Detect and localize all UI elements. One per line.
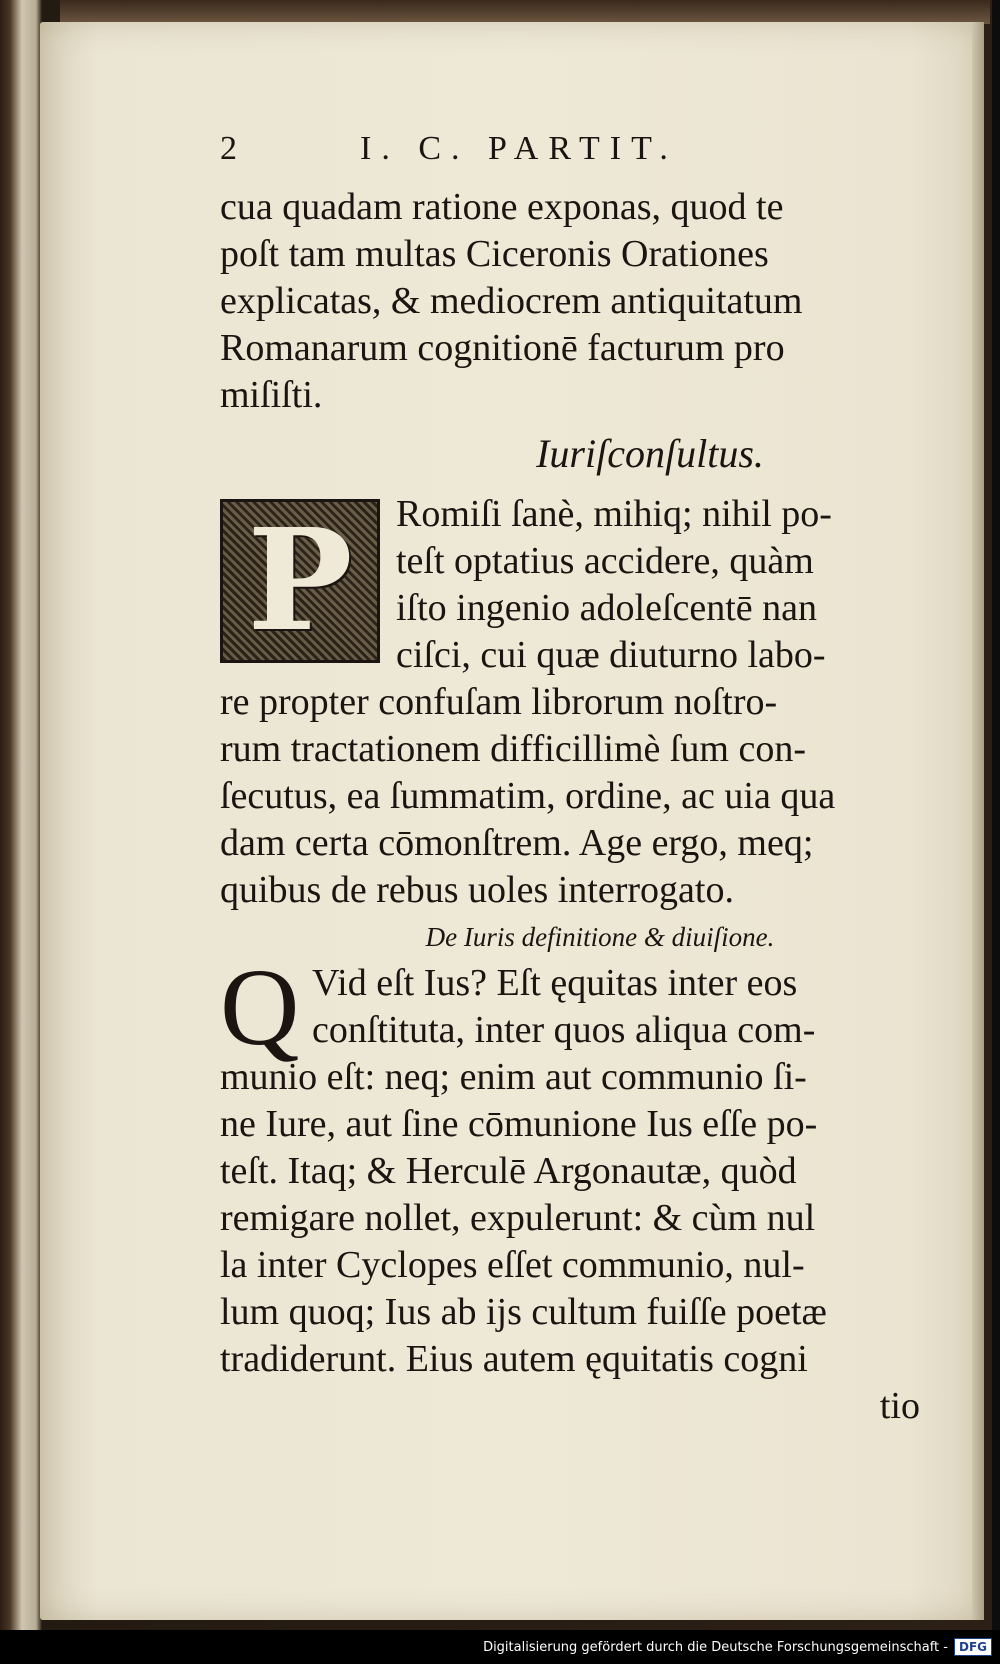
text-line: miſiſti. [220, 374, 323, 416]
text-line: cua quadam ratione exponas, quod te [220, 186, 784, 228]
text-line: quibus de rebus uoles interrogato. [220, 869, 734, 911]
paragraph-with-dropcap [220, 491, 940, 914]
text-line: ne Iure, aut ſine cōmunione Ius eſſe po- [220, 1103, 818, 1145]
text-line: remigare nollet, expulerunt: & cùm nul [220, 1197, 816, 1239]
text-line: Vid eſt Ius? Eſt ęquitas inter eos [312, 962, 798, 1004]
section-heading-definitione: De Iuris definitione & diuiſione. [425, 922, 775, 952]
text-line: ciſci, cui quæ diuturno labo- [396, 634, 826, 676]
text-line: munio eſt: neq; enim aut communio ſi- [220, 1056, 807, 1098]
text-line: Romanarum cognitionē facturum pro [220, 327, 785, 369]
text-block [220, 130, 940, 1430]
text-line: tradiderunt. Eius autem ęquitatis cogni [220, 1338, 808, 1380]
text-line: rum tractationem difficillimè ſum con- [220, 728, 807, 770]
dropcap-letter: P [247, 499, 353, 663]
text-line: re propter confuſam librorum noſtro- [220, 681, 778, 723]
text-line: dam certa cōmonſtrem. Age ergo, meq; [220, 822, 814, 864]
paragraph-with-initial-q [220, 946, 940, 1430]
page-edge [972, 22, 984, 1620]
running-title: I. C. PARTIT. [360, 130, 678, 167]
footer-credit: Digitalisierung gefördert durch die Deutsche Forschungsgemeinschaft - [483, 1639, 948, 1655]
page-number: 2 [220, 130, 243, 167]
text-line: conſtituta, inter quos aliqua com- [312, 1009, 816, 1051]
running-header [220, 130, 940, 184]
footer-bar [0, 1630, 1000, 1664]
text-line: explicatas, & mediocrem antiquitatum [220, 280, 803, 322]
text-line: poſt tam multas Ciceronis Orationes [220, 233, 769, 275]
text-line: teſt. Itaq; & Herculē Argonautæ, quòd [220, 1150, 797, 1192]
paragraph-top [220, 184, 940, 419]
text-line: iſto ingenio adoleſcentē nan [396, 587, 818, 629]
initial-letter: Q [220, 946, 300, 1068]
text-line: lum quoq; Ius ab ijs cultum fuiſſe poetæ [220, 1291, 827, 1333]
catchword: tio [879, 1385, 920, 1427]
text-line: ſecutus, ea ſummatim, ordine, ac uia qua [220, 775, 836, 817]
dfg-logo: DFG [954, 1638, 992, 1656]
text-line: la inter Cyclopes eſſet communio, nul- [220, 1244, 805, 1286]
text-line: Romiſi ſanè, mihiq; nihil po- [396, 493, 832, 535]
text-line: teſt optatius accidere, quàm [396, 540, 814, 582]
decorated-initial [220, 499, 380, 663]
section-heading-iurisconsultus: Iuriſconſultus. [536, 431, 764, 476]
book-top-edge [60, 0, 990, 24]
